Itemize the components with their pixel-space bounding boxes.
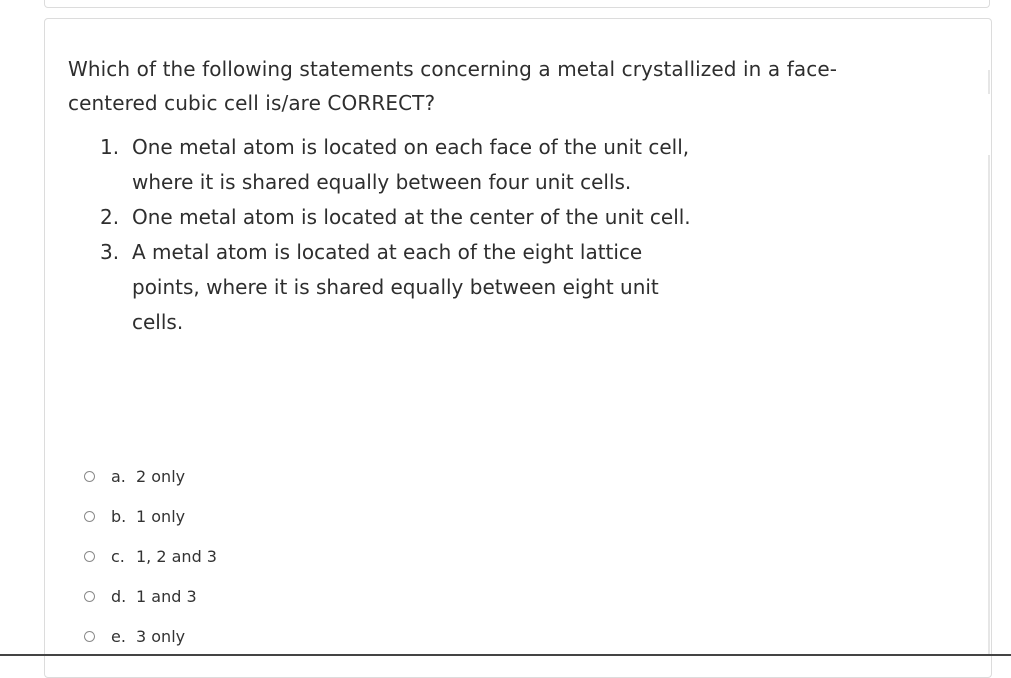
radio-button[interactable]: [84, 511, 95, 522]
option-letter: d.: [111, 586, 127, 606]
statement-text: One metal atom is located at the center of the unit cell.: [132, 205, 691, 229]
answer-options: [80, 456, 480, 656]
previous-question-card-edge: [44, 0, 990, 8]
option-letter: e.: [111, 626, 126, 646]
radio-button[interactable]: [84, 631, 95, 642]
question-text: [68, 52, 968, 120]
statement-text: A metal atom is located at each of the eight lattice points, where it is shared equally between eight unit cells.: [132, 240, 659, 334]
option-letter: a.: [111, 466, 126, 486]
statement-list: [94, 130, 734, 340]
option-label[interactable]: 2 only: [136, 466, 186, 486]
statement-item: [94, 200, 734, 235]
radio-button[interactable]: [84, 551, 95, 562]
statement-text: One metal atom is located on each face of the unit cell, where it is shared equally between four unit cells.: [132, 135, 690, 194]
card-right-edge-lower: [988, 155, 990, 655]
option-b[interactable]: [80, 496, 480, 536]
option-a[interactable]: [80, 456, 480, 496]
statement-item: [94, 235, 734, 340]
option-letter: c.: [111, 546, 125, 566]
statement-number: 3.: [100, 240, 120, 264]
statement-item: [94, 130, 734, 200]
option-label[interactable]: 1 and 3: [136, 586, 197, 606]
option-d[interactable]: [80, 576, 480, 616]
radio-button[interactable]: [84, 591, 95, 602]
card-right-edge: [988, 70, 990, 94]
question-line-2: centered cubic cell is/are CORRECT?: [68, 91, 436, 115]
option-letter: b.: [111, 506, 127, 526]
option-label[interactable]: 1, 2 and 3: [136, 546, 217, 566]
option-label[interactable]: 1 only: [136, 506, 186, 526]
statement-number: 2.: [100, 205, 120, 229]
radio-button[interactable]: [84, 471, 95, 482]
option-label[interactable]: 3 only: [136, 626, 186, 646]
option-c[interactable]: [80, 536, 480, 576]
question-line-1: Which of the following statements concerning a metal crystallized in a face-: [68, 57, 838, 81]
statement-number: 1.: [100, 135, 120, 159]
option-e[interactable]: [80, 616, 480, 656]
